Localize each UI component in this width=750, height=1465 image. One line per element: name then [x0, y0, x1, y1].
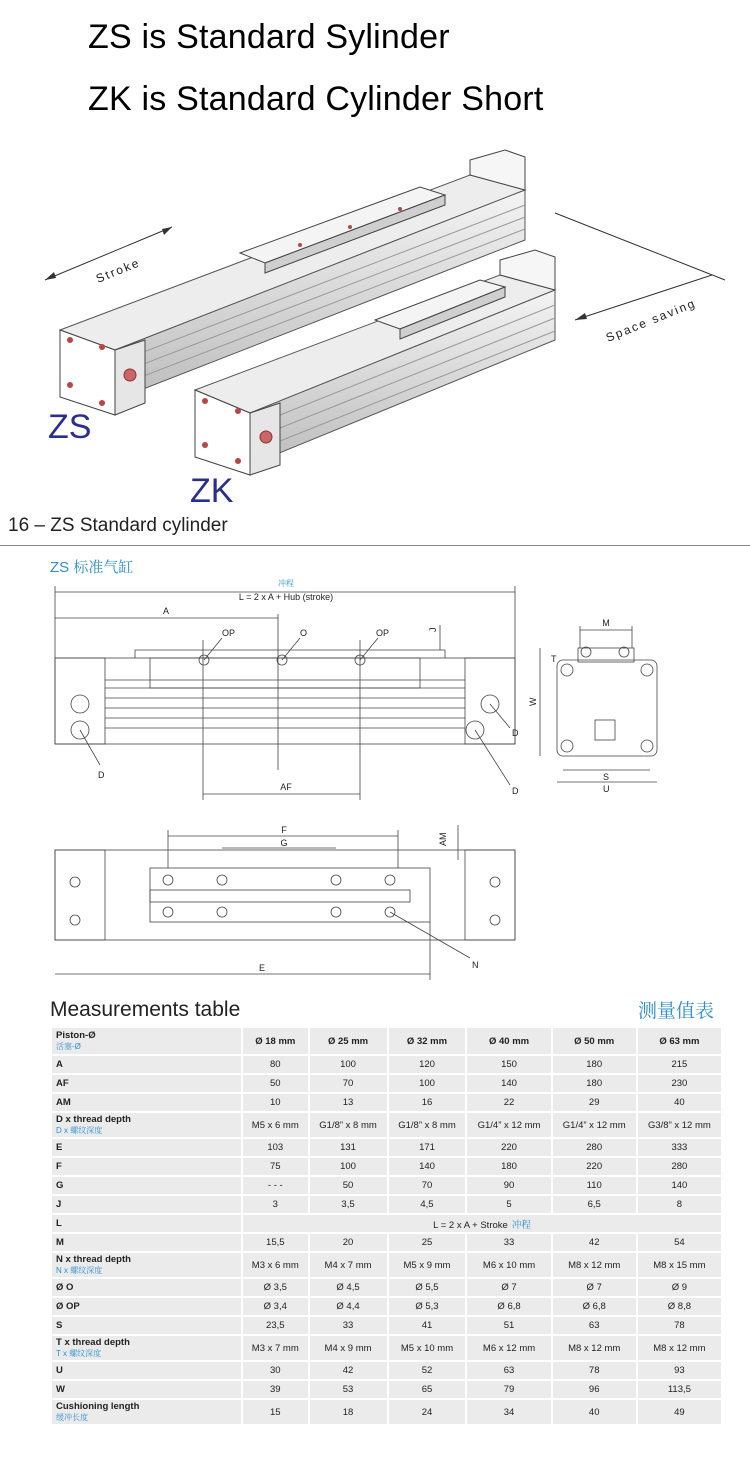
table-cell: M8 x 12 mm	[638, 1336, 721, 1360]
header-col: Ø 32 mm	[389, 1028, 466, 1054]
table-cell: 3,5	[310, 1196, 387, 1213]
table-cell-span	[243, 1215, 721, 1232]
table-row	[52, 1336, 721, 1360]
row-label-text: L	[56, 1218, 62, 1229]
table-cell: Ø 4,4	[310, 1298, 387, 1315]
row-label-text: E	[56, 1142, 63, 1153]
table-cell: 280	[638, 1158, 721, 1175]
table-cell: Ø 5,3	[389, 1298, 466, 1315]
table-row	[52, 1215, 721, 1232]
table-cell: 100	[310, 1158, 387, 1175]
row-label-text: S	[56, 1320, 63, 1331]
table-row	[52, 1056, 721, 1073]
table-row	[52, 1253, 721, 1277]
cylinder-illustration	[0, 135, 750, 510]
table-cell: 42	[310, 1362, 387, 1379]
table-cell: M5 x 10 mm	[389, 1336, 466, 1360]
table-row	[52, 1381, 721, 1398]
table-cell: G1/4” x 12 mm	[467, 1113, 550, 1137]
table-cell: 78	[553, 1362, 636, 1379]
row-label	[52, 1075, 241, 1092]
table-body	[52, 1056, 721, 1424]
row-label-text: N x thread depth	[56, 1254, 131, 1265]
table-cell: 103	[243, 1139, 308, 1156]
table-cell: 25	[389, 1234, 466, 1251]
row-label-text: T x thread depth	[56, 1337, 130, 1348]
table-cell: M6 x 10 mm	[467, 1253, 550, 1277]
header-col: Ø 25 mm	[310, 1028, 387, 1054]
table-cell: 215	[638, 1056, 721, 1073]
row-label	[52, 1158, 241, 1175]
section-title: 16 – ZS Standard cylinder	[8, 515, 228, 536]
row-label-text: Cushioning length	[56, 1401, 140, 1412]
dim-d-right-2: D	[512, 786, 519, 796]
table-cell: M3 x 7 mm	[243, 1336, 308, 1360]
row-label-text: D x thread depth	[56, 1114, 131, 1125]
row-label-cn: N x 螺纹深度	[56, 1266, 103, 1275]
table-cell: 333	[638, 1139, 721, 1156]
table-cell: 52	[389, 1362, 466, 1379]
table-row	[52, 1113, 721, 1137]
technical-drawing	[0, 570, 750, 990]
table-cell: Ø 9	[638, 1279, 721, 1296]
dim-d-left: D	[98, 770, 105, 780]
row-label	[52, 1279, 241, 1296]
row-label	[52, 1381, 241, 1398]
table-cell: M8 x 15 mm	[638, 1253, 721, 1277]
dim-w: W	[528, 697, 538, 706]
space-saving-label: Space saving	[603, 295, 699, 345]
table-cell: 220	[467, 1139, 550, 1156]
table-cell: 51	[467, 1317, 550, 1334]
header-label: Piston-Ø	[56, 1030, 96, 1041]
row-label-text: Ø O	[56, 1282, 74, 1293]
table-cell: M3 x 6 mm	[243, 1253, 308, 1277]
dim-o: O	[300, 628, 308, 638]
dim-e: E	[258, 963, 266, 973]
table-cell: 33	[467, 1234, 550, 1251]
table-row	[52, 1075, 721, 1092]
table-cell: 180	[553, 1056, 636, 1073]
table-cell: 220	[553, 1158, 636, 1175]
dim-f: F	[281, 825, 287, 835]
table-cell: 5	[467, 1196, 550, 1213]
dim-a: A	[162, 606, 170, 616]
dim-g: G	[280, 838, 288, 848]
table-cell: 50	[243, 1075, 308, 1092]
table-cell: Ø 6,8	[553, 1298, 636, 1315]
table-row	[52, 1094, 721, 1111]
table-cell: 90	[467, 1177, 550, 1194]
dim-t: T	[551, 654, 557, 664]
row-label-text: M	[56, 1237, 64, 1248]
table-cell: Ø 7	[553, 1279, 636, 1296]
row-label	[52, 1094, 241, 1111]
headline-zs: ZS is Standard Sylinder	[88, 18, 450, 56]
row-label	[52, 1317, 241, 1334]
row-label-text: G	[56, 1180, 64, 1191]
table-cell: 75	[243, 1158, 308, 1175]
row-label	[52, 1139, 241, 1156]
table-cell: 70	[389, 1177, 466, 1194]
l-label-cn: 冲程	[278, 579, 294, 588]
table-cell: 110	[553, 1177, 636, 1194]
table-cell: 18	[310, 1400, 387, 1424]
table-cell: 4,5	[389, 1196, 466, 1213]
header-col: Ø 63 mm	[638, 1028, 721, 1054]
table-cell: M8 x 12 mm	[553, 1253, 636, 1277]
header-col: Ø 40 mm	[467, 1028, 550, 1054]
table-cell: 54	[638, 1234, 721, 1251]
table-cell: M4 x 7 mm	[310, 1253, 387, 1277]
table-cell: 140	[467, 1075, 550, 1092]
drawing-title-cn: ZS 标准气缸	[50, 559, 134, 576]
table-cell: 6,5	[553, 1196, 636, 1213]
table-cell: G1/4” x 12 mm	[553, 1113, 636, 1137]
table-cell: 171	[389, 1139, 466, 1156]
table-cell: 150	[467, 1056, 550, 1073]
table-cell: G3/8” x 12 mm	[638, 1113, 721, 1137]
dim-op-2: OP	[376, 628, 390, 638]
label-zk: ZK	[190, 472, 234, 510]
table-cell: 24	[389, 1400, 466, 1424]
dim-op-1: OP	[222, 628, 236, 638]
dim-u: U	[603, 784, 610, 794]
table-cell: 180	[467, 1158, 550, 1175]
table-cell: 15	[243, 1400, 308, 1424]
row-label	[52, 1336, 241, 1360]
row-label	[52, 1113, 241, 1137]
headline-zk: ZK is Standard Cylinder Short	[88, 80, 544, 118]
row-label-cn: D x 螺纹深度	[56, 1126, 103, 1135]
table-cell: 40	[553, 1400, 636, 1424]
table-cell: 50	[310, 1177, 387, 1194]
table-cell: 63	[553, 1317, 636, 1334]
table-cell: 100	[389, 1075, 466, 1092]
dim-n: N	[472, 960, 479, 970]
table-row	[52, 1400, 721, 1424]
row-label-cn: T x 螺纹深度	[56, 1349, 102, 1358]
table-cell: 33	[310, 1317, 387, 1334]
l-formula-label: L = 2 x A + Hub (stroke)	[238, 592, 334, 602]
table-cell: 131	[310, 1139, 387, 1156]
row-label-text: Ø OP	[56, 1301, 80, 1312]
table-cell: 3	[243, 1196, 308, 1213]
table-cell: 180	[553, 1075, 636, 1092]
row-label-text: AF	[56, 1078, 69, 1089]
table-cell: 20	[310, 1234, 387, 1251]
table-cell: 100	[310, 1056, 387, 1073]
row-label-text: W	[56, 1384, 65, 1395]
row-label-text: F	[56, 1161, 62, 1172]
dim-j: J	[428, 627, 438, 632]
dim-m: M	[602, 618, 610, 628]
table-cell: G1/8” x 8 mm	[389, 1113, 466, 1137]
table-cell: G1/8” x 8 mm	[310, 1113, 387, 1137]
label-zs: ZS	[48, 408, 92, 446]
row-label-cn: 缓冲长度	[56, 1413, 88, 1422]
table-row	[52, 1139, 721, 1156]
table-cell: Ø 3,4	[243, 1298, 308, 1315]
table-cell: M5 x 9 mm	[389, 1253, 466, 1277]
table-cell: 23,5	[243, 1317, 308, 1334]
table-cell: 8	[638, 1196, 721, 1213]
table-cell: M8 x 12 mm	[553, 1336, 636, 1360]
table-cell: 42	[553, 1234, 636, 1251]
table-row	[52, 1279, 721, 1296]
table-cell: 10	[243, 1094, 308, 1111]
table-row	[52, 1234, 721, 1251]
table-cell: 70	[310, 1075, 387, 1092]
table-cell: 15,5	[243, 1234, 308, 1251]
row-label-text: U	[56, 1365, 63, 1376]
table-cell: M5 x 6 mm	[243, 1113, 308, 1137]
table-cell: Ø 5,5	[389, 1279, 466, 1296]
header-col: Ø 50 mm	[553, 1028, 636, 1054]
table-header-row	[52, 1028, 721, 1054]
table-cell: - - -	[243, 1177, 308, 1194]
table-cell: 78	[638, 1317, 721, 1334]
table-cell: 41	[389, 1317, 466, 1334]
table-cell: Ø 7	[467, 1279, 550, 1296]
table-cell: 40	[638, 1094, 721, 1111]
table-cell: 53	[310, 1381, 387, 1398]
row-label	[52, 1253, 241, 1277]
row-label-text: AM	[56, 1097, 71, 1108]
row-label	[52, 1234, 241, 1251]
table-cell: Ø 4,5	[310, 1279, 387, 1296]
table-cell: 65	[389, 1381, 466, 1398]
table-title-cn: 测量值表	[638, 1001, 715, 1022]
span-text: L = 2 x A + Stroke	[433, 1219, 508, 1231]
row-label	[52, 1177, 241, 1194]
stroke-label: Stroke	[93, 255, 143, 286]
row-label	[52, 1362, 241, 1379]
row-label	[52, 1400, 241, 1424]
dim-am: AM	[438, 832, 448, 846]
table-cell: Ø 3,5	[243, 1279, 308, 1296]
table-cell: 230	[638, 1075, 721, 1092]
table-row	[52, 1317, 721, 1334]
table-cell: 30	[243, 1362, 308, 1379]
table-row	[52, 1362, 721, 1379]
row-label	[52, 1056, 241, 1073]
table-cell: Ø 8,8	[638, 1298, 721, 1315]
table-row	[52, 1158, 721, 1175]
row-label	[52, 1196, 241, 1213]
table-cell: 22	[467, 1094, 550, 1111]
dim-d-right: D	[512, 728, 519, 738]
table-cell: 96	[553, 1381, 636, 1398]
table-title: Measurements table	[50, 998, 241, 1021]
table-cell: 13	[310, 1094, 387, 1111]
table-cell: 120	[389, 1056, 466, 1073]
table-cell: 39	[243, 1381, 308, 1398]
table-cell: 16	[389, 1094, 466, 1111]
section-divider	[0, 545, 750, 546]
dim-af: AF	[280, 782, 292, 792]
table-cell: 280	[553, 1139, 636, 1156]
header-col: Ø 18 mm	[243, 1028, 308, 1054]
row-label-text: A	[56, 1059, 63, 1070]
row-label-text: J	[56, 1199, 62, 1210]
dim-s: S	[603, 772, 610, 782]
table-row	[52, 1177, 721, 1194]
header-label-cn: 活塞-Ø	[56, 1042, 81, 1051]
table-cell: M4 x 9 mm	[310, 1336, 387, 1360]
row-label	[52, 1298, 241, 1315]
table-cell: M6 x 12 mm	[467, 1336, 550, 1360]
header-label-cell	[52, 1028, 241, 1054]
table-cell: 113,5	[638, 1381, 721, 1398]
table-cell: 49	[638, 1400, 721, 1424]
table-cell: 63	[467, 1362, 550, 1379]
table-cell: 140	[638, 1177, 721, 1194]
span-text-cn: 冲程	[511, 1219, 531, 1231]
row-label	[52, 1215, 241, 1232]
table-cell: 34	[467, 1400, 550, 1424]
table-cell: 79	[467, 1381, 550, 1398]
measurements-table	[50, 1026, 723, 1426]
table-cell: 93	[638, 1362, 721, 1379]
table-cell: 29	[553, 1094, 636, 1111]
table-cell: 80	[243, 1056, 308, 1073]
table-row	[52, 1196, 721, 1213]
table-row	[52, 1298, 721, 1315]
table-cell: 140	[389, 1158, 466, 1175]
table-cell: Ø 6,8	[467, 1298, 550, 1315]
